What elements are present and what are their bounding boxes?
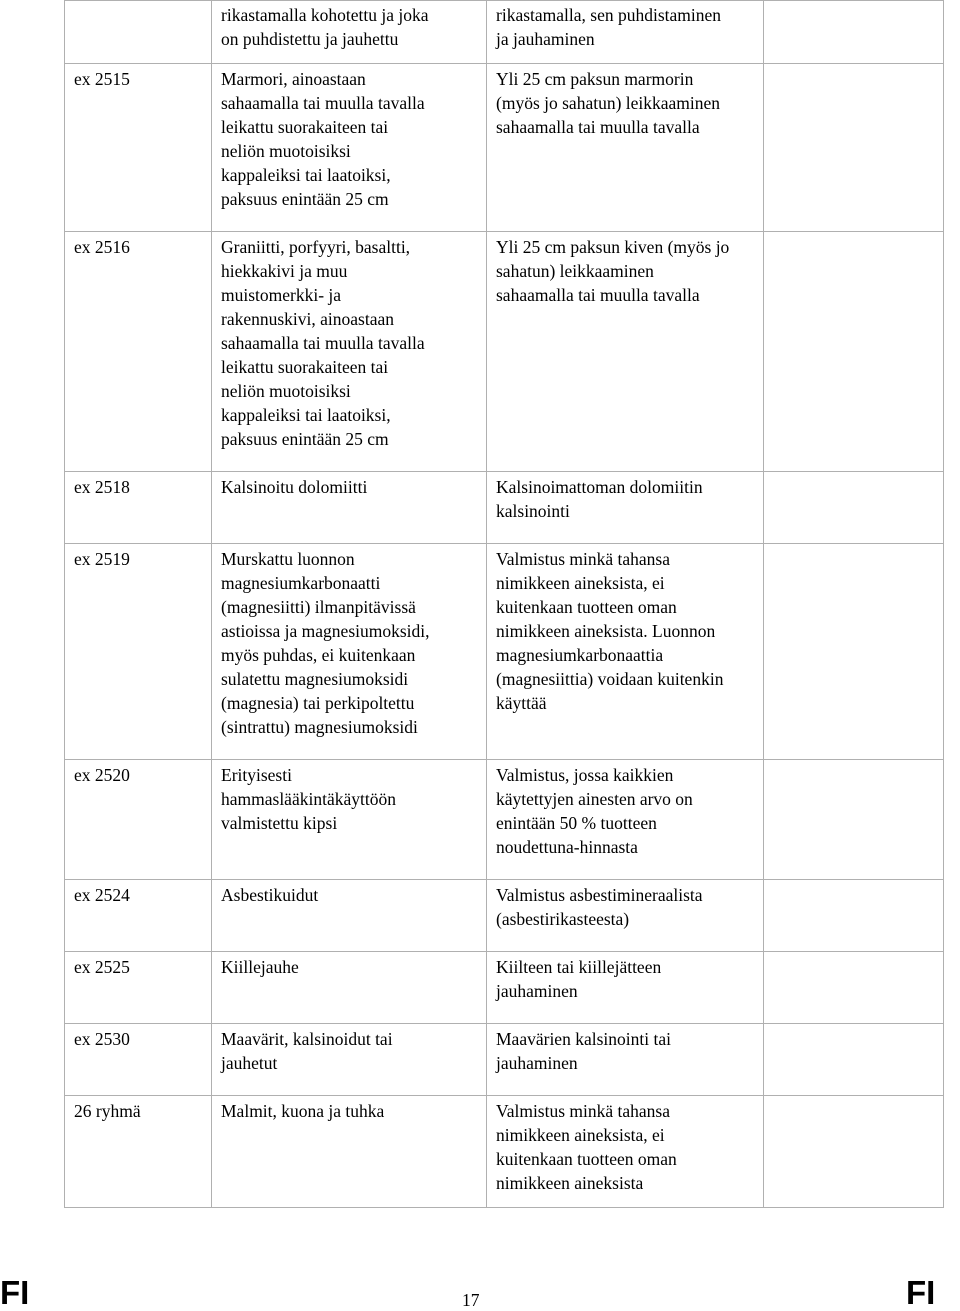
page-number: 17 (462, 1290, 480, 1310)
process-cell: Yli 25 cm paksun kiven (myös jo sahatun) leikkaaminen sahaamalla tai muulla tavalla (487, 232, 764, 472)
heading-code-cell: ex 2518 (65, 472, 212, 544)
heading-code-cell: ex 2515 (65, 64, 212, 232)
language-code-left: FI (0, 1274, 30, 1311)
process-cell: Maavärien kalsinointi tai jauhaminen (487, 1024, 764, 1096)
rules-table (64, 0, 944, 1208)
extra-cell (764, 1024, 944, 1096)
table-row (65, 760, 944, 880)
process-cell: Valmistus asbestimineraalista (asbestirikasteesta) (487, 880, 764, 952)
extra-cell (764, 544, 944, 760)
language-code-right: FI (906, 1274, 936, 1311)
rules-table-body (65, 1, 944, 1208)
table-row (65, 64, 944, 232)
process-cell: rikastamalla, sen puhdistaminen ja jauhaminen (487, 1, 764, 64)
description-cell: Kalsinoitu dolomiitti (212, 472, 487, 544)
process-cell: Yli 25 cm paksun marmorin (myös jo sahatun) leikkaaminen sahaamalla tai muulla tavalla (487, 64, 764, 232)
table-row (65, 472, 944, 544)
description-cell: Marmori, ainoastaan sahaamalla tai muulla tavalla leikattu suorakaiteen tai neliön muotoisiksi kappaleiksi tai laatoiksi, paksuus enintään 25 cm (212, 64, 487, 232)
table-row (65, 232, 944, 472)
extra-cell (764, 64, 944, 232)
description-cell: Maavärit, kalsinoidut tai jauhetut (212, 1024, 487, 1096)
extra-cell (764, 1, 944, 64)
heading-code-cell: ex 2520 (65, 760, 212, 880)
extra-cell (764, 1096, 944, 1208)
extra-cell (764, 952, 944, 1024)
process-cell: Kiilteen tai kiillejätteen jauhaminen (487, 952, 764, 1024)
extra-cell (764, 880, 944, 952)
extra-cell (764, 232, 944, 472)
process-cell: Valmistus minkä tahansa nimikkeen aineksista, ei kuitenkaan tuotteen oman nimikkeen aineksista (487, 1096, 764, 1208)
description-cell: rikastamalla kohotettu ja joka on puhdistettu ja jauhettu (212, 1, 487, 64)
heading-code-cell: ex 2524 (65, 880, 212, 952)
process-cell: Valmistus minkä tahansa nimikkeen aineksista, ei kuitenkaan tuotteen oman nimikkeen aineksista. Luonnon magnesiumkarbonaattia (magnesiittia) voidaan kuitenkin käyttää (487, 544, 764, 760)
heading-code-cell: ex 2530 (65, 1024, 212, 1096)
description-cell: Graniitti, porfyyri, basaltti, hiekkakivi ja muu muistomerkki- ja rakennuskivi, ainoastaan sahaamalla tai muulla tavalla leikattu suorakaiteen tai neliön muotoisiksi kappaleiksi tai laatoiksi, paksuus enintään 25 cm (212, 232, 487, 472)
heading-code-cell: ex 2516 (65, 232, 212, 472)
heading-code-cell: 26 ryhmä (65, 1096, 212, 1208)
table-row (65, 880, 944, 952)
extra-cell (764, 760, 944, 880)
table-row (65, 1024, 944, 1096)
description-cell: Erityisesti hammaslääkintäkäyttöön valmistettu kipsi (212, 760, 487, 880)
table-row (65, 1096, 944, 1208)
description-cell: Murskattu luonnon magnesiumkarbonaatti (magnesiitti) ilmanpitävissä astioissa ja magnesiumoksidi, myös puhdas, ei kuitenkaan sulatettu magnesiumoksidi (magnesia) tai perkipoltettu (sintrattu) magnesiumoksidi (212, 544, 487, 760)
heading-code-cell: ex 2519 (65, 544, 212, 760)
table-row (65, 952, 944, 1024)
heading-code-cell: ex 2525 (65, 952, 212, 1024)
table-row (65, 1, 944, 64)
extra-cell (764, 472, 944, 544)
description-cell: Asbestikuidut (212, 880, 487, 952)
description-cell: Kiillejauhe (212, 952, 487, 1024)
process-cell: Kalsinoimattoman dolomiitin kalsinointi (487, 472, 764, 544)
description-cell: Malmit, kuona ja tuhka (212, 1096, 487, 1208)
process-cell: Valmistus, jossa kaikkien käytettyjen ainesten arvo on enintään 50 % tuotteen noudettuna-hinnasta (487, 760, 764, 880)
heading-code-cell (65, 1, 212, 64)
table-row (65, 544, 944, 760)
